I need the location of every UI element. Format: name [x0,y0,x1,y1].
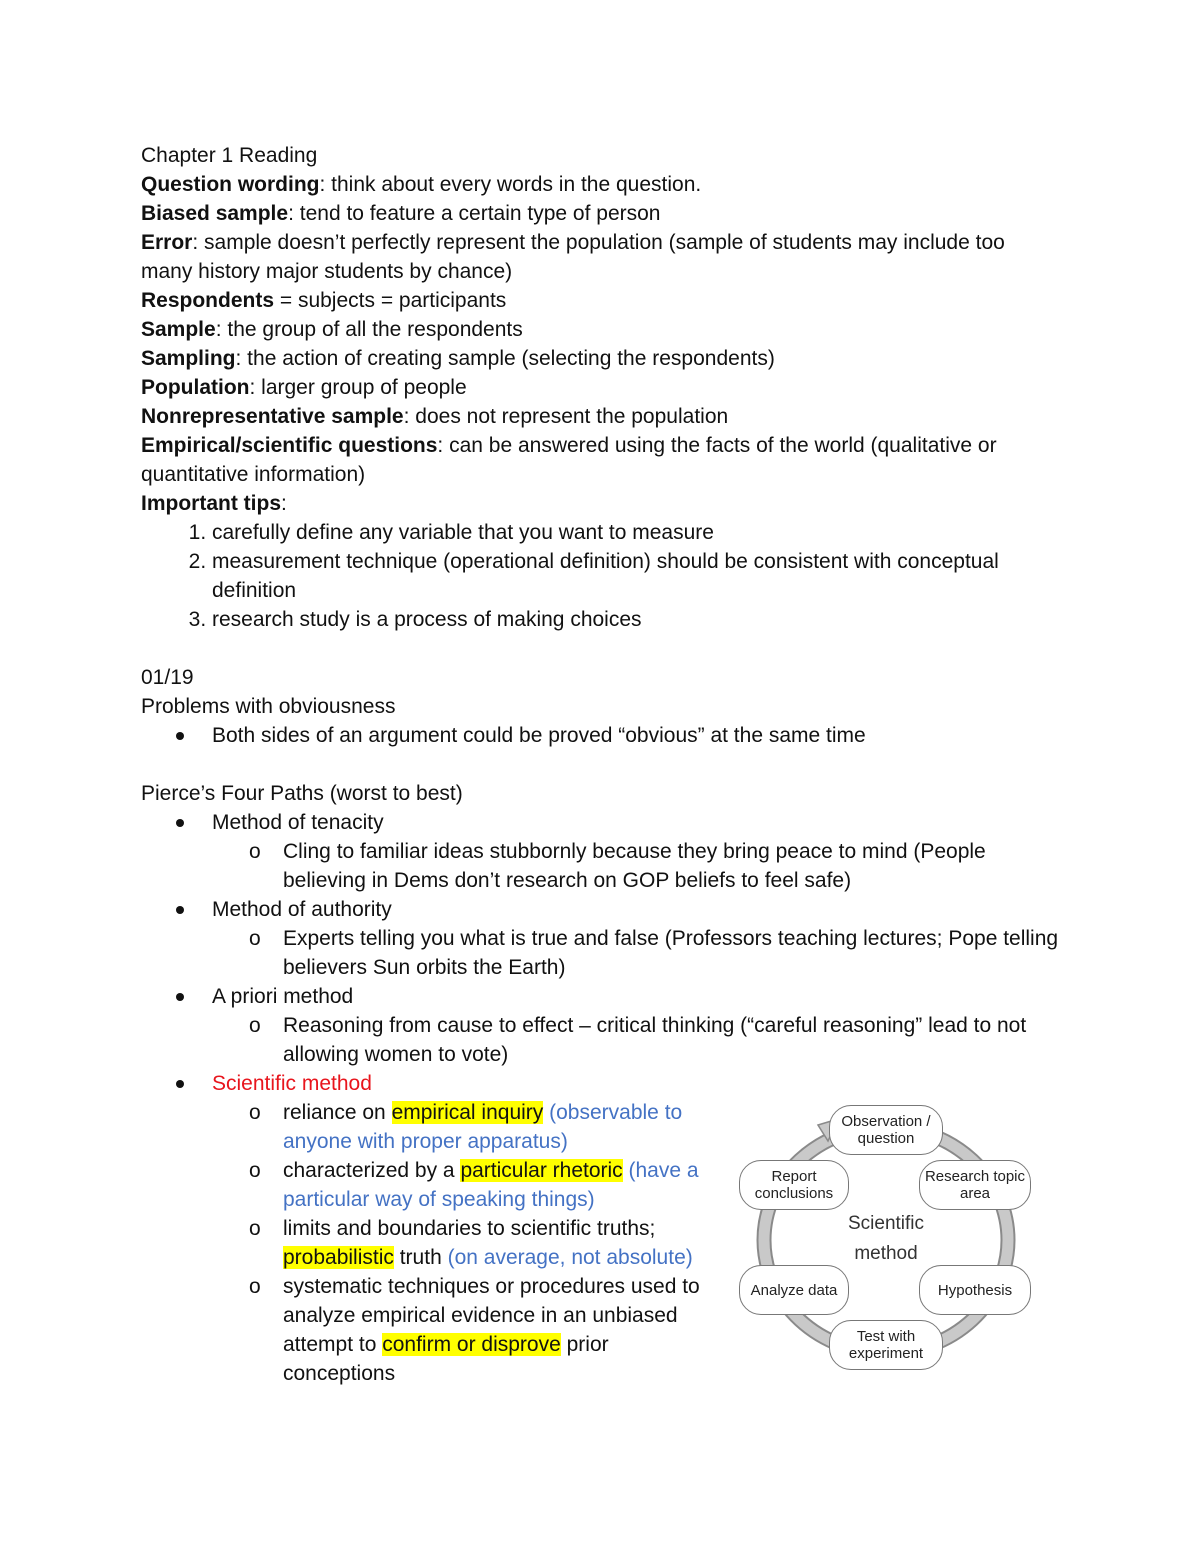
sub-list [212,1098,713,1388]
list-item [212,895,1061,982]
definition-text: : larger group of people [249,376,467,399]
method-name: Method of tenacity [212,811,384,834]
list-item: 1. carefully define any variable that you want to measure [212,518,1061,547]
definition-text: : does not represent the population [403,405,729,428]
definition [141,286,1061,315]
definition-text: : think about every words in the question. [319,173,702,196]
node-hypothesis: Hypothesis [919,1265,1031,1315]
definition [141,373,1061,402]
obviousness-heading: Problems with obviousness [141,695,396,718]
definition-text: : the action of creating sample (selecting the respondents) [235,347,775,370]
sub-list-item: o Cling to familiar ideas stubbornly because they bring peace to mind (People believing in Dems don’t research on GOP beliefs to feel safe) [283,837,1061,895]
node-research: Research topic area [919,1160,1031,1210]
list-item: 2. measurement technique (operational definition) should be consistent with conceptual definition [212,547,1061,605]
definition-term: Nonrepresentative sample [141,405,404,428]
definition-term: Respondents [141,289,275,312]
highlight: probabilistic [283,1246,394,1269]
method-name: Method of authority [212,898,392,921]
definition-term: Biased sample [141,202,289,225]
node-experiment: Test with experiment [829,1320,943,1370]
sub-list [212,924,1061,982]
sub-list [212,837,1061,895]
sub-list-item: o Reasoning from cause to effect – critical thinking (“careful reasoning” lead to not allowing women to vote) [283,1011,1061,1069]
definition-term: Question wording [141,173,320,196]
sub-list [212,1011,1061,1069]
definition [141,344,1061,373]
tips-list [141,518,1061,634]
blue-note: (observable to anyone with proper apparatus) [283,1101,683,1153]
definition-text: : tend to feature a certain type of person [288,202,661,225]
blue-note: (have a particular way of speaking things) [283,1159,699,1211]
highlight: confirm or disprove [382,1333,561,1356]
list-item: Both sides of an argument could be proved “obvious” at the same time [212,721,1061,750]
definition [141,431,1061,489]
node-analyze: Analyze data [739,1265,849,1315]
blue-note: (on average, not absolute) [441,1246,693,1269]
sub-list-item: o reliance on empirical inquiry (observable to anyone with proper apparatus) [283,1098,713,1156]
sub-list-item: o systematic techniques or procedures used to analyze empirical evidence in an unbiased attempt to confirm or disprove prior conceptions [283,1272,713,1388]
date-heading: 01/19 [141,666,194,689]
list-item: 3. research study is a process of making choices [212,605,1061,634]
definition-term: Sampling [141,347,236,370]
definition [141,402,1061,431]
definition [141,199,1061,228]
scientific-method-diagram [736,1103,1034,1377]
definitions-list [141,170,1061,489]
node-report: Report conclusions [739,1160,849,1210]
definition-term: Empirical/scientific questions [141,434,438,457]
spacer [141,750,1061,779]
definition [141,315,1061,344]
highlight: empirical inquiry [391,1101,544,1124]
document-title: Chapter 1 Reading [141,144,318,167]
diagram-center-label: Scientific method [847,1213,925,1264]
spacer [141,634,1061,663]
definition-term: Error [141,231,193,254]
definition-text: : the group of all the respondents [215,318,523,341]
method-name: A priori method [212,985,354,1008]
definition-text: = subjects = participants [274,289,507,312]
scientific-method-label: Scientific method [212,1072,372,1095]
definition-term: Sample [141,318,216,341]
obviousness-list [141,721,1061,750]
sub-list-item: o Experts telling you what is true and false (Professors teaching lectures; Pope telling believers Sun orbits the Earth) [283,924,1061,982]
highlight: particular rhetoric [460,1159,623,1182]
list-item [212,808,1061,895]
node-observation: Observation / question [829,1105,943,1155]
tips-heading: Important tips: [141,492,287,515]
definition-text: : can be answered using the facts of the world (qualitative or quantitative information) [141,434,997,486]
definition [141,170,1061,199]
sub-list-item: o characterized by a particular rhetoric (have a particular way of speaking things) [283,1156,713,1214]
sub-list-item: o limits and boundaries to scientific truths; probabilistic truth (on average, not absolute) [283,1214,713,1272]
list-item [212,982,1061,1069]
definition-term: Population [141,376,250,399]
definition-text: : sample doesn’t perfectly represent the population (sample of students may include too many history major students by chance) [141,231,1005,283]
definition [141,228,1061,286]
pierce-heading: Pierce’s Four Paths (worst to best) [141,782,463,805]
